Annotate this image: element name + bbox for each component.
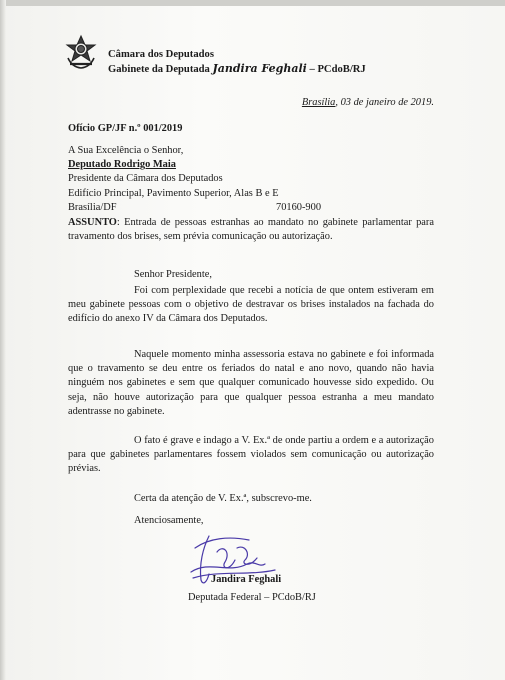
body-paragraph-1: Foi com perplexidade que recebi a notícia de que ontem estiveram em meu gabinete pessoas com o objetivo de destravar os brises instalados na fachada do edifício do anexo IV da Câmara dos Deputados. [68, 285, 434, 325]
greeting: Senhor Presidente, [134, 269, 212, 280]
recipient-city: Brasília/DF [68, 201, 117, 213]
signatory-role: Deputada Federal – PCdoB/RJ [188, 592, 316, 603]
page-left-shadow [0, 0, 6, 680]
recipient-building: Edifício Principal, Pavimento Superior, Alas B e E [68, 187, 279, 199]
subject-paragraph [68, 216, 434, 244]
subject-text: : Entrada de pessoas estranhas ao mandato no gabinete parlamentar para travamento dos brises, sem prévia comunicação ou autorização. [68, 217, 434, 243]
recipient-zip: 70160-900 [276, 201, 322, 213]
body-paragraph-2: Naquele momento minha assessoria estava no gabinete e foi informada que o travamento se deu entre os feriados do natal e ano novo, quando não havia ninguém nos gabinetes e sem que qualquer comunicado houvesse sido expedido. Ou seja, não houve autorização para que qualquer pessoa estranha a meu mandato adentrasse no gabinete. [68, 349, 434, 417]
page-top-edge [0, 0, 505, 6]
coat-of-arms-icon [64, 34, 98, 70]
recipient-name: Deputado Rodrigo Maia [68, 159, 176, 171]
place-date [302, 96, 434, 110]
letter-page [56, 26, 448, 666]
deputy-name-script: Jandira Feghali [212, 62, 307, 75]
place-name: Brasília [301, 97, 336, 108]
recipient-city-line [68, 201, 322, 215]
signatory-name: Jandira Feghali [211, 574, 282, 585]
office-line [108, 62, 366, 77]
recipient-block [68, 144, 322, 215]
closing-sentence: Certa da atenção de V. Ex.ª, subscrevo-me. [134, 493, 312, 504]
office-suffix: – PCdoB/RJ [309, 64, 366, 75]
body-paragraph-3: O fato é grave e indago a V. Ex.ª de onde partiu a ordem e a autorização para que gabinetes parlamentares fossem violados sem comunicação ou autorização prévias. [68, 435, 434, 475]
office-prefix: Gabinete da Deputada [108, 64, 210, 75]
institution-name: Câmara dos Deputados [108, 49, 214, 60]
official-letter-number: Ofício GP/JF n.º 001/2019 [68, 123, 183, 134]
closing-regards: Atenciosamente, [134, 515, 204, 526]
recipient-salutation: A Sua Excelência o Senhor, [68, 145, 184, 156]
recipient-role: Presidente da Câmara dos Deputados [68, 173, 223, 185]
letter-date: , 03 de janeiro de 2019. [335, 97, 434, 108]
subject-label: ASSUNTO [68, 217, 117, 228]
